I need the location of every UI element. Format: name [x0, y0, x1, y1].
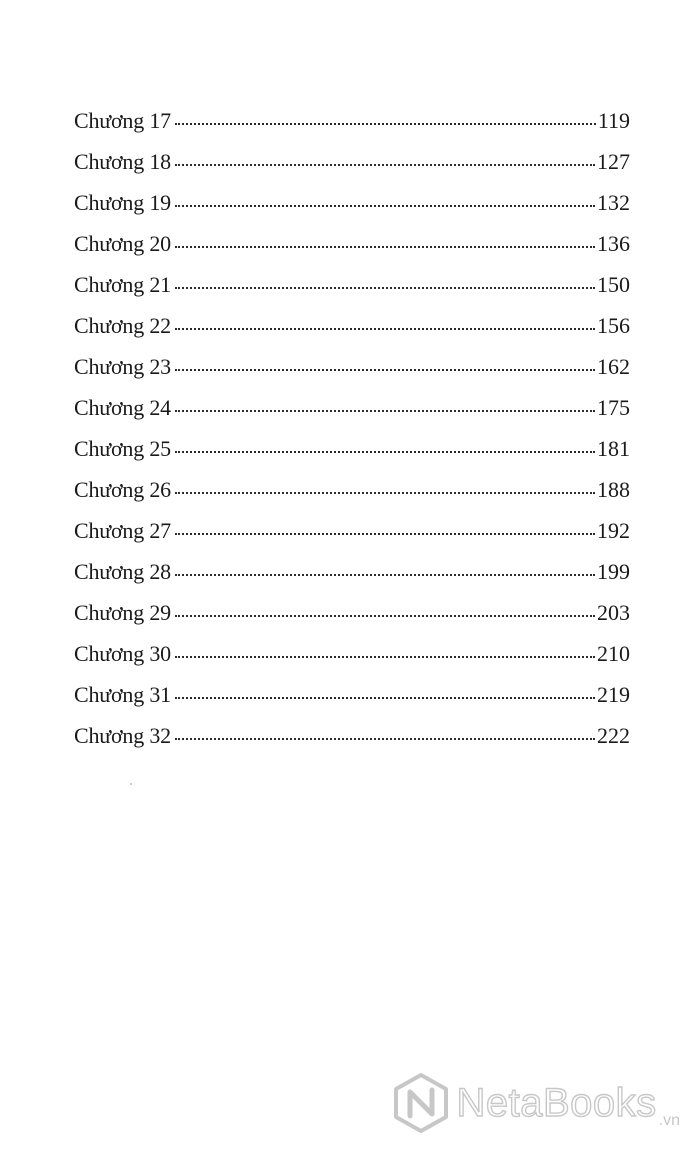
toc-entry-chuong-22[interactable]	[74, 305, 630, 346]
toc-entry-page: 119	[597, 108, 630, 133]
scan-speck	[130, 783, 132, 785]
toc-entry-label: Chương 19	[74, 190, 171, 215]
toc-entry-label: Chương 24	[74, 395, 171, 420]
netabooks-logo-icon	[392, 1072, 450, 1134]
watermark	[392, 1072, 680, 1134]
toc-entry-chuong-32[interactable]	[74, 715, 630, 756]
toc-entry-chuong-24[interactable]	[74, 387, 630, 428]
toc-entry-page: 181	[597, 436, 630, 461]
toc-entry-label: Chương 27	[74, 518, 171, 543]
toc-entry-label: Chương 22	[74, 313, 171, 338]
dot-leader	[175, 656, 595, 658]
toc-entry-page: 192	[597, 518, 630, 543]
toc-entry-label: Chương 25	[74, 436, 171, 461]
toc-entry-page: 132	[597, 190, 630, 215]
toc-entry-page: 136	[597, 231, 630, 256]
toc-entry-chuong-28[interactable]	[74, 551, 630, 592]
dot-leader	[175, 738, 595, 740]
table-of-contents	[74, 100, 630, 756]
dot-leader	[175, 123, 596, 125]
toc-entry-page: 219	[597, 682, 630, 707]
toc-entry-page: 156	[597, 313, 630, 338]
toc-entry-chuong-27[interactable]	[74, 510, 630, 551]
toc-entry-page: 150	[597, 272, 630, 297]
toc-entry-chuong-18[interactable]	[74, 141, 630, 182]
toc-entry-chuong-23[interactable]	[74, 346, 630, 387]
dot-leader	[175, 205, 595, 207]
dot-leader	[175, 246, 595, 248]
toc-entry-page: 162	[597, 354, 630, 379]
toc-entry-page: 175	[597, 395, 630, 420]
toc-entry-page: 210	[597, 641, 630, 666]
toc-entry-label: Chương 17	[74, 108, 171, 133]
dot-leader	[175, 697, 595, 699]
dot-leader	[175, 492, 595, 494]
toc-entry-label: Chương 26	[74, 477, 171, 502]
dot-leader	[175, 533, 595, 535]
dot-leader	[175, 615, 595, 617]
dot-leader	[175, 328, 595, 330]
toc-entry-chuong-29[interactable]	[74, 592, 630, 633]
toc-entry-chuong-25[interactable]	[74, 428, 630, 469]
toc-entry-label: Chương 29	[74, 600, 171, 625]
dot-leader	[175, 451, 595, 453]
watermark-tld: .vn	[658, 1112, 680, 1129]
toc-entry-label: Chương 32	[74, 723, 171, 748]
watermark-brand: NetaBooks	[456, 1081, 657, 1125]
toc-entry-chuong-21[interactable]	[74, 264, 630, 305]
dot-leader	[175, 287, 595, 289]
dot-leader	[175, 164, 595, 166]
toc-entry-page: 199	[597, 559, 630, 584]
toc-entry-label: Chương 23	[74, 354, 171, 379]
toc-entry-label: Chương 30	[74, 641, 171, 666]
toc-entry-chuong-20[interactable]	[74, 223, 630, 264]
toc-entry-chuong-19[interactable]	[74, 182, 630, 223]
toc-entry-page: 188	[597, 477, 630, 502]
toc-entry-label: Chương 31	[74, 682, 171, 707]
toc-entry-chuong-26[interactable]	[74, 469, 630, 510]
toc-entry-page: 203	[597, 600, 630, 625]
toc-entry-page: 222	[597, 723, 630, 748]
toc-entry-label: Chương 18	[74, 149, 171, 174]
toc-entry-label: Chương 28	[74, 559, 171, 584]
dot-leader	[175, 410, 595, 412]
toc-entry-page: 127	[597, 149, 630, 174]
toc-entry-chuong-30[interactable]	[74, 633, 630, 674]
dot-leader	[175, 369, 595, 371]
toc-entry-label: Chương 20	[74, 231, 171, 256]
dot-leader	[175, 574, 595, 576]
toc-entry-chuong-17[interactable]	[74, 100, 630, 141]
toc-entry-label: Chương 21	[74, 272, 171, 297]
toc-entry-chuong-31[interactable]	[74, 674, 630, 715]
